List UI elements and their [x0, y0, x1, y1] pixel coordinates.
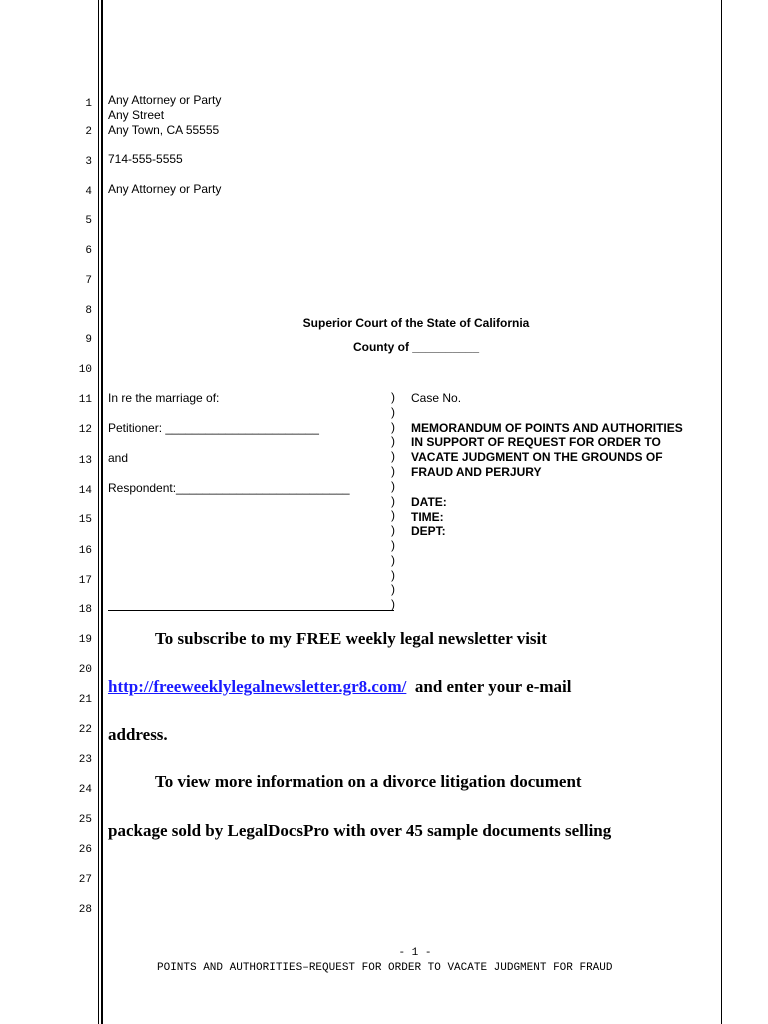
page-number: - 1 - — [398, 947, 432, 959]
attorney-name: Any Attorney or Party — [108, 93, 222, 107]
line-number: 11 — [78, 394, 92, 406]
attorney-phone: 714-555-5555 — [108, 152, 183, 166]
caption-parentheses: ) ) ) ) ) ) ) ) ) ) ) ) ) ) ) — [391, 390, 395, 612]
body-paragraph-1-line-1: To subscribe to my FREE weekly legal newsletter visit — [155, 629, 547, 648]
line-number: 6 — [85, 245, 92, 257]
left-margin-rule-inner — [101, 0, 103, 1024]
line-number: 25 — [78, 814, 92, 826]
line-number: 26 — [78, 844, 92, 856]
line-number: 8 — [85, 305, 92, 317]
line-number: 22 — [78, 724, 92, 736]
line-number: 13 — [78, 455, 92, 467]
body-paragraph-1-line-2-text: and enter your e-mail — [414, 677, 572, 696]
line-number: 18 — [78, 604, 92, 616]
document-title-line-2: IN SUPPORT OF REQUEST FOR ORDER TO — [411, 435, 661, 449]
caption-respondent: Respondent:__________________________ — [108, 481, 350, 495]
hearing-dept-label: DEPT: — [411, 524, 446, 538]
document-title-line-3: VACATE JUDGMENT ON THE GROUNDS OF — [411, 450, 663, 464]
hearing-time-label: TIME: — [411, 510, 444, 524]
line-number: 19 — [78, 634, 92, 646]
attorney-street: Any Street — [108, 108, 165, 122]
line-number: 1 — [85, 98, 92, 110]
line-number: 4 — [85, 186, 92, 198]
line-number: 28 — [78, 904, 92, 916]
case-number-label: Case No. — [411, 391, 462, 405]
court-name: Superior Court of the State of California — [302, 316, 530, 330]
hearing-date-label: DATE: — [411, 495, 447, 509]
line-number: 10 — [78, 364, 92, 376]
caption-in-re: In re the marriage of: — [108, 391, 220, 405]
line-number: 9 — [85, 334, 92, 346]
left-margin-rule-outer — [98, 0, 99, 1024]
line-number: 14 — [78, 485, 92, 497]
line-number: 12 — [78, 424, 92, 436]
document-title-line-1: MEMORANDUM OF POINTS AND AUTHORITIES — [411, 421, 683, 435]
caption-bottom-rule — [108, 610, 394, 611]
line-number: 3 — [85, 156, 92, 168]
line-number: 20 — [78, 664, 92, 676]
body-paragraph-1-line-3: address. — [108, 725, 168, 744]
line-number: 24 — [78, 784, 92, 796]
body-paragraph-2-line-1: To view more information on a divorce litigation document — [155, 772, 582, 791]
line-number: 16 — [78, 545, 92, 557]
footer-caption: POINTS AND AUTHORITIES–REQUEST FOR ORDER TO VACATE JUDGMENT FOR FRAUD — [157, 962, 613, 974]
caption-and: and — [108, 451, 129, 465]
line-number: 5 — [85, 215, 92, 227]
line-number: 23 — [78, 754, 92, 766]
line-number: 15 — [78, 514, 92, 526]
line-number: 21 — [78, 694, 92, 706]
line-number: 2 — [85, 126, 92, 138]
line-number: 27 — [78, 874, 92, 886]
newsletter-link[interactable]: http://freeweeklylegalnewsletter.gr8.com/ — [108, 677, 407, 696]
body-paragraph-2-line-2: package sold by LegalDocsPro with over 45 sample documents selling — [108, 821, 612, 840]
court-county: County of __________ — [352, 340, 480, 354]
attorney-for-party: Any Attorney or Party — [108, 182, 222, 196]
line-number: 7 — [85, 275, 92, 287]
body-paragraph-1-line-2 — [108, 677, 571, 697]
caption-petitioner: Petitioner: _______________________ — [108, 421, 319, 435]
attorney-city: Any Town, CA 55555 — [108, 123, 220, 137]
line-number: 17 — [78, 575, 92, 587]
right-margin-rule — [721, 0, 722, 1024]
document-title-line-4: FRAUD AND PERJURY — [411, 465, 542, 479]
